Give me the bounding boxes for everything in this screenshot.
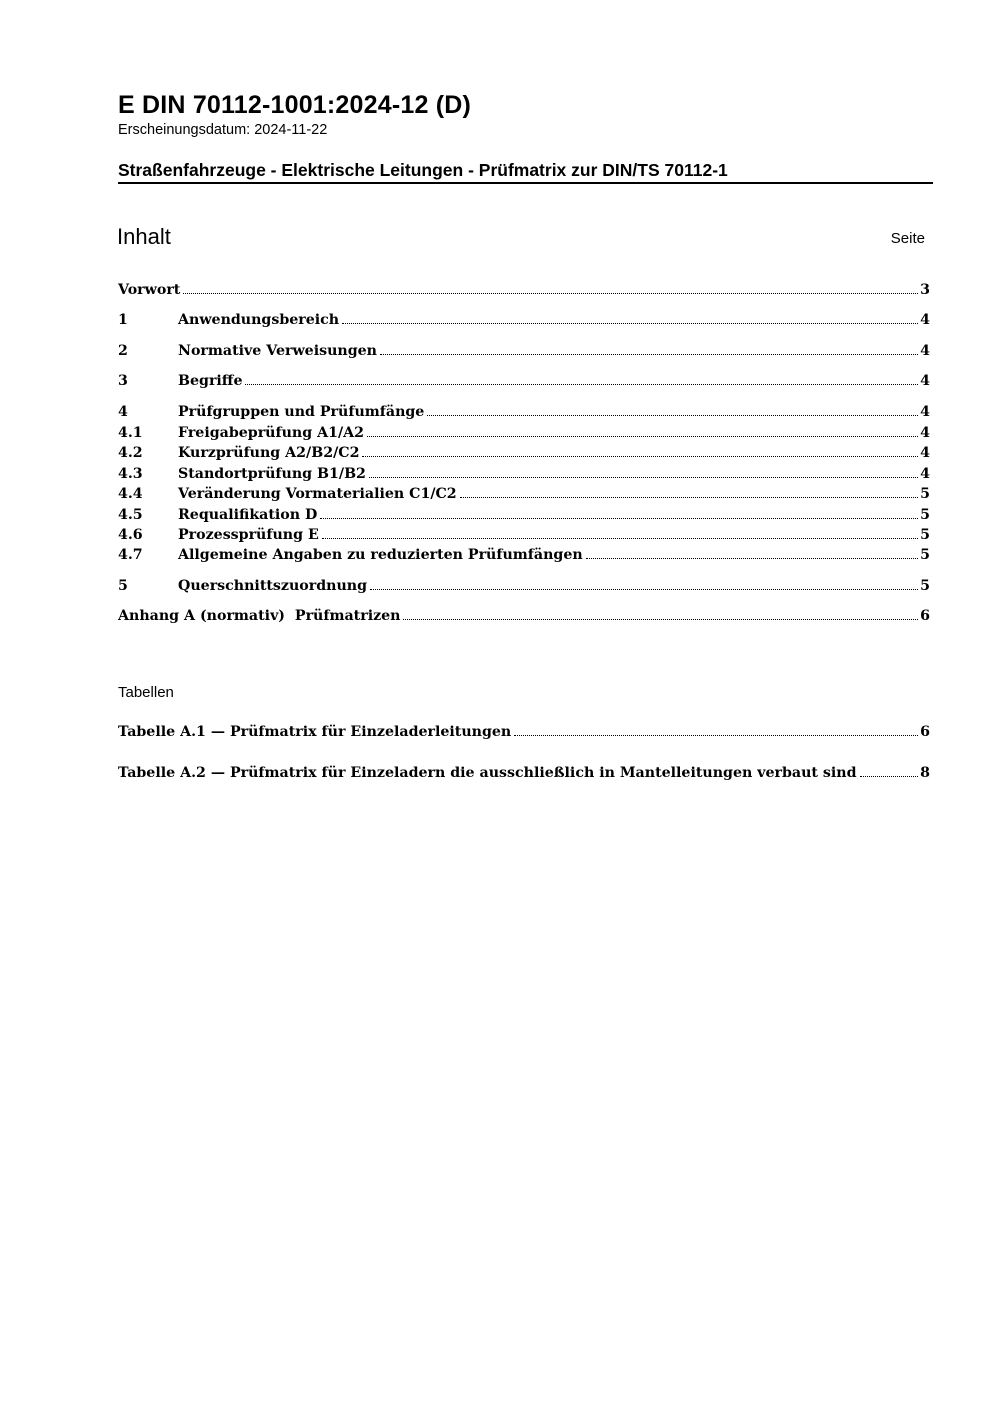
toc-entry-page: 4 bbox=[920, 445, 930, 461]
toc-entry-label: Normative Verweisungen bbox=[178, 343, 377, 359]
table-entry-page: 6 bbox=[920, 724, 930, 740]
dot-leader bbox=[367, 436, 918, 437]
toc-entry-number: 1 bbox=[118, 312, 128, 328]
toc-entry-5[interactable] bbox=[118, 576, 930, 596]
tables-heading: Tabellen bbox=[118, 684, 174, 701]
toc-entry-page: 4 bbox=[920, 343, 930, 359]
dot-leader bbox=[380, 354, 918, 355]
toc-entry-number: 4.1 bbox=[118, 425, 143, 441]
toc-entry-4-7[interactable] bbox=[118, 545, 930, 565]
table-entry-label: Tabelle A.2 — Prüfmatrix für Einzeladern die ausschließlich in Mantelleitungen verbaut sind bbox=[118, 765, 857, 781]
toc-entry-page: 4 bbox=[920, 373, 930, 389]
dot-leader bbox=[362, 456, 918, 457]
toc-entry-label: Kurzprüfung A2/B2/C2 bbox=[178, 445, 360, 461]
dot-leader bbox=[403, 619, 918, 620]
page-column-header: Seite bbox=[890, 230, 925, 247]
toc-entry-page: 5 bbox=[920, 486, 930, 502]
document-id: E DIN 70112-1001:2024-12 (D) bbox=[118, 91, 472, 119]
toc-entry-number: 4.6 bbox=[118, 527, 143, 543]
toc-entry-4-5[interactable] bbox=[118, 505, 930, 525]
toc-entry-3[interactable] bbox=[118, 371, 930, 391]
toc-entry-number: 2 bbox=[118, 343, 128, 359]
publication-date: Erscheinungsdatum: 2024-11-22 bbox=[118, 122, 328, 138]
toc-entry-4-4[interactable] bbox=[118, 484, 930, 504]
toc-entry-number: 4.4 bbox=[118, 486, 143, 502]
toc-entry-4-1[interactable] bbox=[118, 423, 930, 443]
toc-entry-4-3[interactable] bbox=[118, 464, 930, 484]
toc-entry-1[interactable] bbox=[118, 310, 930, 330]
toc-entry-4-6[interactable] bbox=[118, 525, 930, 545]
toc-entry-label: Standortprüfung B1/B2 bbox=[178, 466, 366, 482]
toc-entry-vorwort[interactable] bbox=[118, 280, 930, 300]
dot-leader bbox=[322, 538, 918, 539]
document-subject: Straßenfahrzeuge - Elektrische Leitungen - Prüfmatrix zur DIN/TS 70112-1 bbox=[118, 159, 933, 184]
toc-entry-4-2[interactable] bbox=[118, 443, 930, 463]
dot-leader bbox=[514, 735, 918, 736]
toc-entry-label: Allgemeine Angaben zu reduzierten Prüfumfängen bbox=[178, 547, 583, 563]
dot-leader bbox=[183, 293, 918, 294]
toc-entry-number: 4.5 bbox=[118, 507, 143, 523]
toc-entry-page: 4 bbox=[920, 425, 930, 441]
toc-entry-label: Querschnittszuordnung bbox=[178, 578, 368, 594]
toc-entry-page: 5 bbox=[920, 527, 930, 543]
toc-heading: Inhalt bbox=[117, 224, 171, 249]
toc-entry-number: 4.2 bbox=[118, 445, 143, 461]
toc-entry-label: Prüfgruppen und Prüfumfänge bbox=[178, 404, 425, 420]
toc-entry-label: Vorwort bbox=[118, 282, 181, 298]
toc-entry-number: 4 bbox=[118, 404, 128, 420]
toc-entry-page: 3 bbox=[920, 282, 930, 298]
toc-entry-page: 5 bbox=[920, 547, 930, 563]
toc-entry-label: Anwendungsbereich bbox=[178, 312, 340, 328]
table-entry-a1[interactable] bbox=[118, 722, 930, 742]
toc-entry-page: 5 bbox=[920, 578, 930, 594]
toc-entry-number: 3 bbox=[118, 373, 128, 389]
toc-entry-page: 4 bbox=[920, 466, 930, 482]
toc-entry-number: 4.7 bbox=[118, 547, 143, 563]
toc-entry-anhang-a[interactable] bbox=[118, 606, 930, 626]
table-entry-a2[interactable] bbox=[118, 763, 930, 783]
dot-leader bbox=[342, 323, 918, 324]
toc-entry-label: Begriffe bbox=[178, 373, 243, 389]
dot-leader bbox=[370, 589, 918, 590]
table-entry-label: Tabelle A.1 — Prüfmatrix für Einzeladerleitungen bbox=[118, 724, 512, 740]
toc-entry-page: 5 bbox=[920, 507, 930, 523]
toc-entry-label: Anhang A (normativ) Prüfmatrizen bbox=[118, 608, 401, 624]
dot-leader bbox=[369, 477, 918, 478]
toc-entry-label: Prozessprüfung E bbox=[178, 527, 319, 543]
dot-leader bbox=[460, 497, 918, 498]
toc-entry-label: Requalifikation D bbox=[178, 507, 318, 523]
dot-leader bbox=[427, 415, 918, 416]
table-entry-page: 8 bbox=[920, 765, 930, 781]
toc-entry-2[interactable] bbox=[118, 341, 930, 361]
toc-entry-page: 4 bbox=[920, 312, 930, 328]
dot-leader bbox=[320, 518, 918, 519]
toc-entry-label: Veränderung Vormaterialien C1/C2 bbox=[178, 486, 457, 502]
toc-entry-4[interactable] bbox=[118, 402, 930, 422]
toc-entry-label: Freigabeprüfung A1/A2 bbox=[178, 425, 365, 441]
dot-leader bbox=[860, 776, 919, 777]
toc-entry-page: 4 bbox=[920, 404, 930, 420]
toc-entry-number: 5 bbox=[118, 578, 128, 594]
dot-leader bbox=[245, 384, 918, 385]
toc-entry-page: 6 bbox=[920, 608, 930, 624]
dot-leader bbox=[586, 558, 918, 559]
toc-entry-number: 4.3 bbox=[118, 466, 143, 482]
